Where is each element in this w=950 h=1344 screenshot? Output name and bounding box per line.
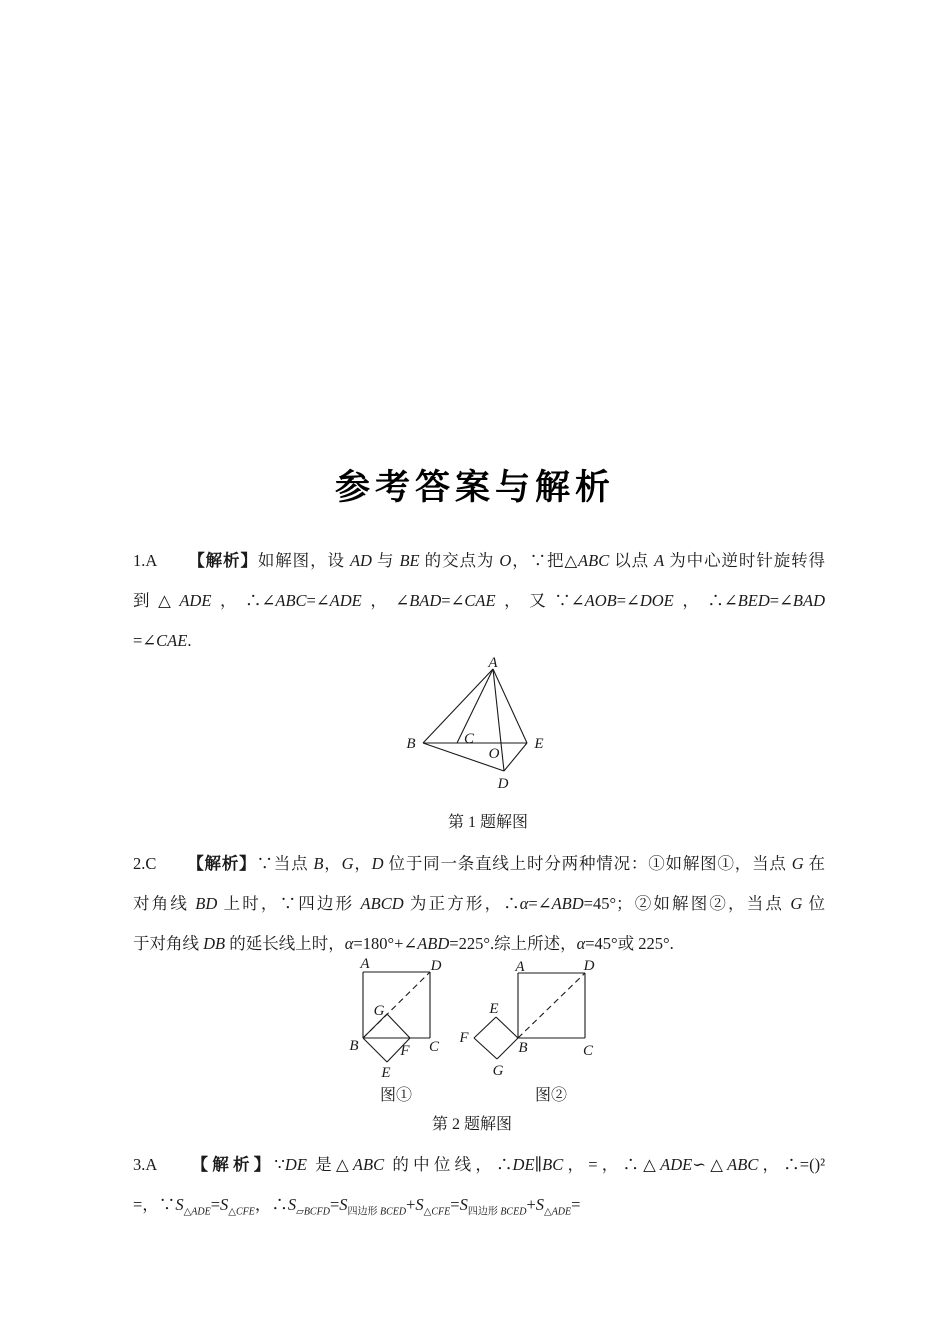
text-line: 2.C 【解析】∵当点 B，G，D 位于同一条直线上时分两种情况：①如解图①，当点 G 在 [133,854,826,873]
text-line: 到△ADE，∴∠ABC=∠ADE，∠BAD=∠CAE，又∵∠AOB=∠DOE，∴∠BED=∠BAD [133,591,825,610]
vertex-label-A: A [488,656,498,671]
figure-edge-line [474,1038,497,1059]
figure-edge-line [497,1038,518,1059]
vertex-label-E: E [534,736,544,752]
figure-canvas [460,956,610,1081]
figure-problem-1 [390,656,600,801]
vertex-label-C: C [428,1039,440,1055]
figure-edge-line [504,743,527,771]
item-number: 3.A [133,1155,158,1174]
text-line: =，$\because S_{\triangle ADE}=S_{\triangle CFE}$，$\therefore S_{▱BCFD}=S_{四边形 BCED}+S_{\triangle CFE}=S_{四边形 BCED}+S_{\triangle ADE}=$ [133,1195,581,1218]
figure-2-sub-1-caption: 图① [379,1087,412,1104]
vertex-label-D: D [583,958,595,974]
figure-edge-line [423,669,493,743]
vertex-label-E: E [381,1065,391,1081]
vertex-label-C: C [463,731,475,747]
figure-problem-2-sub-1 [345,956,460,1086]
vertex-label-O: O [488,746,500,762]
vertex-label-F: F [460,1030,469,1046]
vertex-label-A: A [515,959,525,975]
vertex-label-G: G [492,1063,504,1079]
vertex-label-A: A [360,956,370,972]
text-line: =∠CAE. [133,631,192,650]
figure-2-sub-2-caption: 图② [534,1087,567,1104]
figure-edge-line [493,669,527,743]
solution-item-3 [133,1145,825,1225]
vertex-label-B: B [406,736,416,752]
figure-canvas [390,656,600,796]
vertex-label-B: B [349,1038,359,1054]
figure-edge-line [457,669,493,743]
vertex-label-E: E [489,1001,499,1017]
figure-edge-line [474,1017,496,1038]
vertex-label-B: B [518,1040,528,1056]
figure-edge-line [387,1014,410,1038]
text-line: 对角线 BD 上时，∵四边形 ABCD 为正方形，∴α=∠ABD=45°；②如解图②，当点 G 位 [133,894,826,913]
figure-2-caption: 第 2 题解图 [431,1116,512,1133]
item-number: 2.C [133,854,157,873]
solution-item-1 [133,541,825,661]
figure-1-caption: 第 1 题解图 [447,814,528,831]
figure-edge-line [363,1038,387,1062]
vertex-label-D: D [430,958,442,974]
vertex-label-D: D [497,776,509,792]
text-line: 3.A 【解析】∵DE 是△ABC 的中位线，∴DE∥BC，=，∴△ADE∽△ABC，∴=()² [133,1155,826,1174]
vertex-label-F: F [400,1043,410,1059]
vertex-label-G: G [373,1003,385,1019]
figure-problem-2-sub-2 [460,956,610,1086]
solution-item-2 [133,844,825,964]
vertex-label-C: C [582,1043,594,1059]
item-number: 1.A [133,551,158,570]
page-title: 参考答案与解析 [334,468,615,507]
text-line: 于对角线 DB 的延长线上时，α=180°+∠ABD=225°.综上所述，α=45°或 225°. [133,934,674,953]
dashed-diagonal-line [518,973,585,1038]
figure-canvas [345,956,460,1081]
text-line: 1.A 【解析】如解图，设 AD 与 BE 的交点为 O，∵把△ABC 以点 A 为中心逆时针旋转得 [133,551,826,570]
figure-edge-line [496,1017,518,1038]
